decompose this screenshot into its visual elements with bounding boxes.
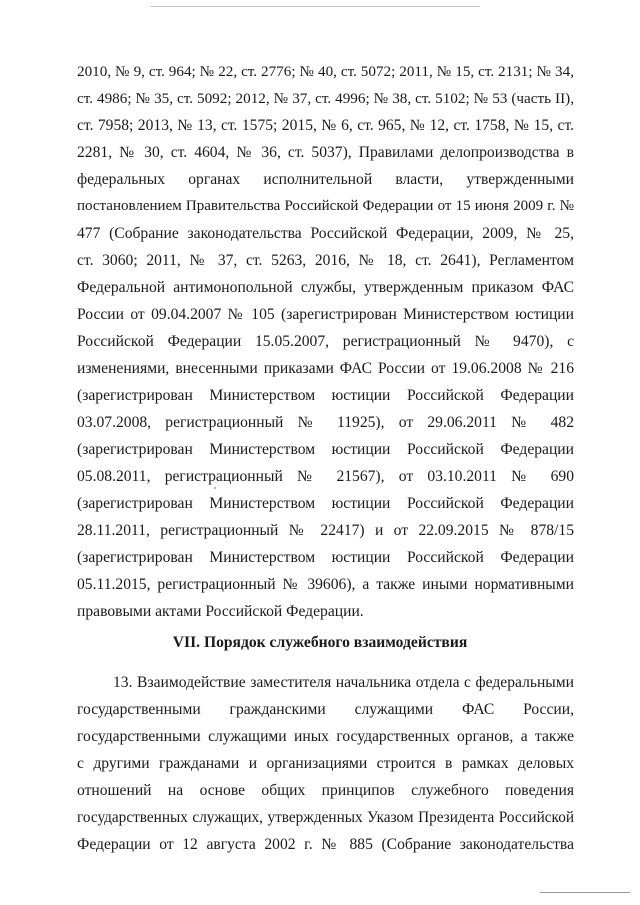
text-line: ст. 4986; № 35, ст. 5092; 2012, № 37, ст. 4996; № 38, ст. 5102; № 53 (часть II), <box>77 90 574 107</box>
text-line: 05.11.2015, регистрационный № 39606), а также иными нормативными <box>77 576 574 593</box>
text-line: правовыми актами Российской Федерации. <box>77 603 364 620</box>
text-line: Федерации от 12 августа 2002 г. № 885 (Собрание законодательства <box>77 836 574 853</box>
text-line: (зарегистрирован Министерством юстиции Российской Федерации <box>77 549 574 566</box>
section-heading: VII. Порядок служебного взаимодействия <box>172 634 468 651</box>
paragraph-13-interaction <box>77 669 574 858</box>
text-line: государственными служащими иных государственных органов, а также <box>77 728 574 745</box>
text-line: отношений на основе общих принципов служебного поведения <box>77 782 574 799</box>
scan-artifact-top-line <box>150 6 480 7</box>
text-line: 477 (Собрание законодательства Российской Федерации, 2009, № 25, <box>77 225 574 242</box>
text-line: ст. 3060; 2011, № 37, ст. 5263, 2016, № 18, ст. 2641), Регламентом <box>77 252 574 269</box>
text-line: 05.08.2011, регистрационный № 21567), от 03.10.2011 № 690 <box>77 468 574 485</box>
text-line: Федеральной антимонопольной службы, утвержденным приказом ФАС <box>77 279 574 296</box>
scan-artifact-bottom-line <box>540 892 630 893</box>
text-line: (зарегистрирован Министерством юстиции Российской Федерации <box>77 387 574 404</box>
text-line: федеральных органах исполнительной власти, утвержденными <box>77 171 574 188</box>
text-line: ст. 7958; 2013, № 13, ст. 1575; 2015, № 6, ст. 965, № 12, ст. 1758, № 15, ст. <box>77 117 574 134</box>
text-line: 2010, № 9, ст. 964; № 22, ст. 2776; № 40, ст. 5072; 2011, № 15, ст. 2131; № 34, <box>77 63 574 80</box>
text-line: постановлением Правительства Российской Федерации от 15 июня 2009 г. № <box>77 198 574 214</box>
text-line: 13. Взаимодействие заместителя начальника отдела с федеральными <box>113 674 574 691</box>
text-line: государственных служащих, утвержденных Указом Президента Российской <box>77 809 574 826</box>
text-line: 03.07.2008, регистрационный № 11925), от 29.06.2011 № 482 <box>77 414 574 431</box>
text-line: 28.11.2011, регистрационный № 22417) и от 22.09.2015 № 878/15 <box>77 522 574 539</box>
paragraph-legal-references <box>77 58 574 625</box>
text-line: с другими гражданами и организациями строится в рамках деловых <box>77 755 574 772</box>
text-line: Российской Федерации 15.05.2007, регистрационный № 9470), с <box>77 333 574 350</box>
text-line: 2281, № 30, ст. 4604, № 36, ст. 5037), Правилами делопроизводства в <box>77 144 574 161</box>
text-line: государственными гражданскими служащими ФАС России, <box>77 701 574 718</box>
text-line: России от 09.04.2007 № 105 (зарегистрирован Министерством юстиции <box>77 306 574 323</box>
text-line: (зарегистрирован Министерством юстиции Российской Федерации <box>77 495 574 512</box>
text-line: (зарегистрирован Министерством юстиции Российской Федерации <box>77 441 574 458</box>
text-line: изменениями, внесенными приказами ФАС России от 19.06.2008 № 216 <box>77 360 574 377</box>
